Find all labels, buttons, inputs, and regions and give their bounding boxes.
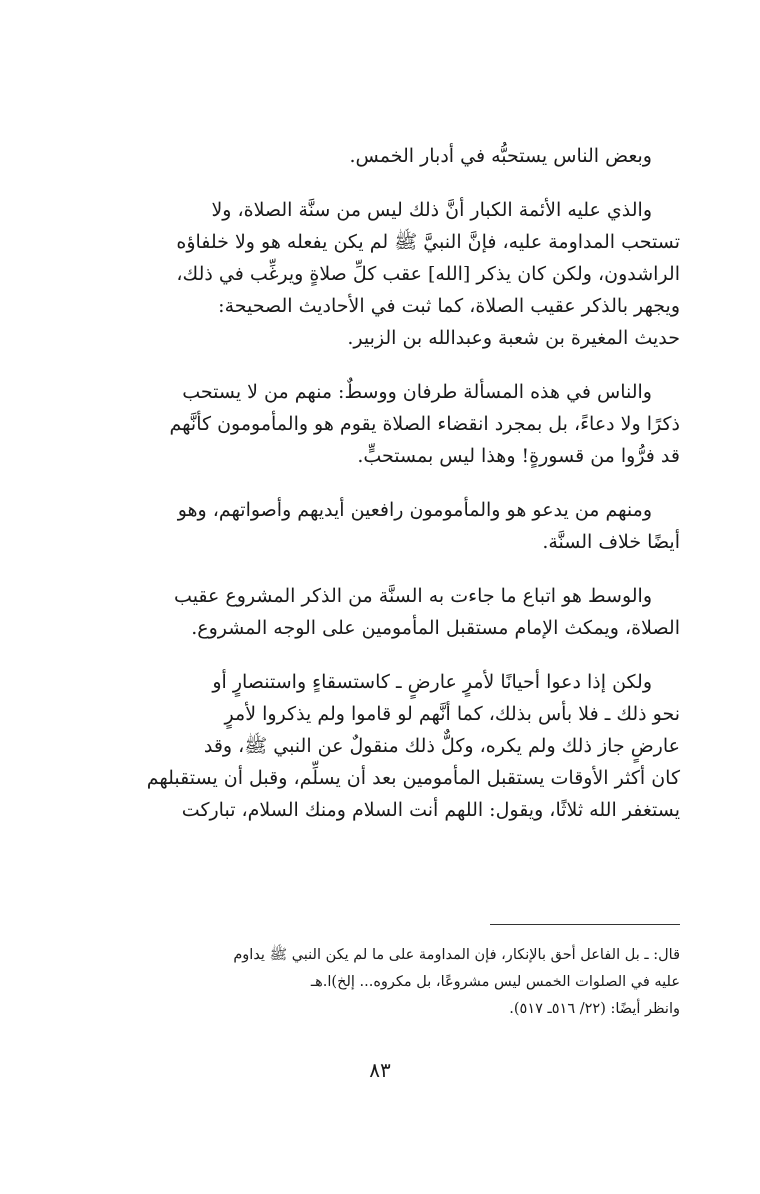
text-line: كان أكثر الأوقات يستقبل المأمومين بعد أن يسلِّم، وقبل أن يستقبلهم [146, 767, 680, 789]
text-line: ويجهر بالذكر عقيب الصلاة، كما ثبت في الأحاديث الصحيحة: [218, 295, 680, 317]
paragraph [80, 140, 680, 172]
page-number: ٨٣ [369, 1058, 391, 1082]
text-line: ولكن إذا دعوا أحيانًا لأمرٍ عارضٍ ـ كاستسقاءٍ واستنصارٍ أو [212, 671, 652, 693]
footnotes [80, 942, 680, 1023]
main-text [80, 140, 680, 848]
text-line: عارضٍ جاز ذلك ولم يكره، وكلٌّ ذلك منقولٌ عن النبي ﷺ، وقد [203, 735, 680, 757]
footnote-line: قال: ـ بل الفاعل أحق بالإنكار، فإن المداومة على ما لم يكن النبي ﷺ يداوم [233, 947, 680, 963]
text-line: أيضًا خلاف السنَّة. [542, 531, 680, 553]
text-line: الصلاة، ويمكث الإمام مستقبل المأمومين على الوجه المشروع. [191, 617, 680, 639]
paragraph [80, 494, 680, 558]
text-line: ومنهم من يدعو هو والمأمومون رافعين أيديهم وأصواتهم، وهو [177, 499, 652, 521]
text-line: والوسط هو اتباع ما جاءت به السنَّة من الذكر المشروع عقيب [174, 585, 652, 607]
footnote-line: عليه في الصلوات الخمس ليس مشروعًا، بل مكروه... إلخ)ا.هـ [310, 974, 680, 990]
text-line: تستحب المداومة عليه، فإنَّ النبيَّ ﷺ لم يكن يفعله هو ولا خلفاؤه [176, 231, 680, 253]
text-line: والناس في هذه المسألة طرفان ووسطٌ: منهم من لا يستحب [182, 381, 652, 403]
text-line: يستغفر الله ثلاثًا، ويقول: اللهم أنت السلام ومنك السلام، تباركت [181, 799, 680, 821]
text-line: وبعض الناس يستحبُّه في أدبار الخمس. [349, 145, 652, 167]
paragraph [80, 580, 680, 644]
text-line: حديث المغيرة بن شعبة وعبدالله بن الزبير. [347, 327, 680, 349]
text-line: نحو ذلك ـ فلا بأس بذلك، كما أنَّهم لو قاموا ولم يذكروا لأمرٍ [224, 703, 680, 725]
paragraph [80, 666, 680, 826]
footnote-divider [490, 924, 680, 925]
paragraph [80, 194, 680, 354]
text-line: والذي عليه الأئمة الكبار أنَّ ذلك ليس من سنَّة الصلاة، ولا [211, 199, 652, 221]
footnote-line: وانظر أيضًا: (٢٢/ ٥١٦ـ ٥١٧). [509, 1001, 680, 1017]
text-line: ذكرًا ولا دعاءً، بل بمجرد انقضاء الصلاة يقوم هو والمأمومون كأنَّهم [169, 413, 680, 435]
text-line: الراشدون، ولكن كان يذكر [الله] عقب كلِّ صلاةٍ ويرغِّب في ذلك، [176, 263, 680, 285]
paragraph [80, 376, 680, 472]
text-line: قد فرُّوا من قسورةٍ! وهذا ليس بمستحبٍّ. [357, 445, 680, 467]
